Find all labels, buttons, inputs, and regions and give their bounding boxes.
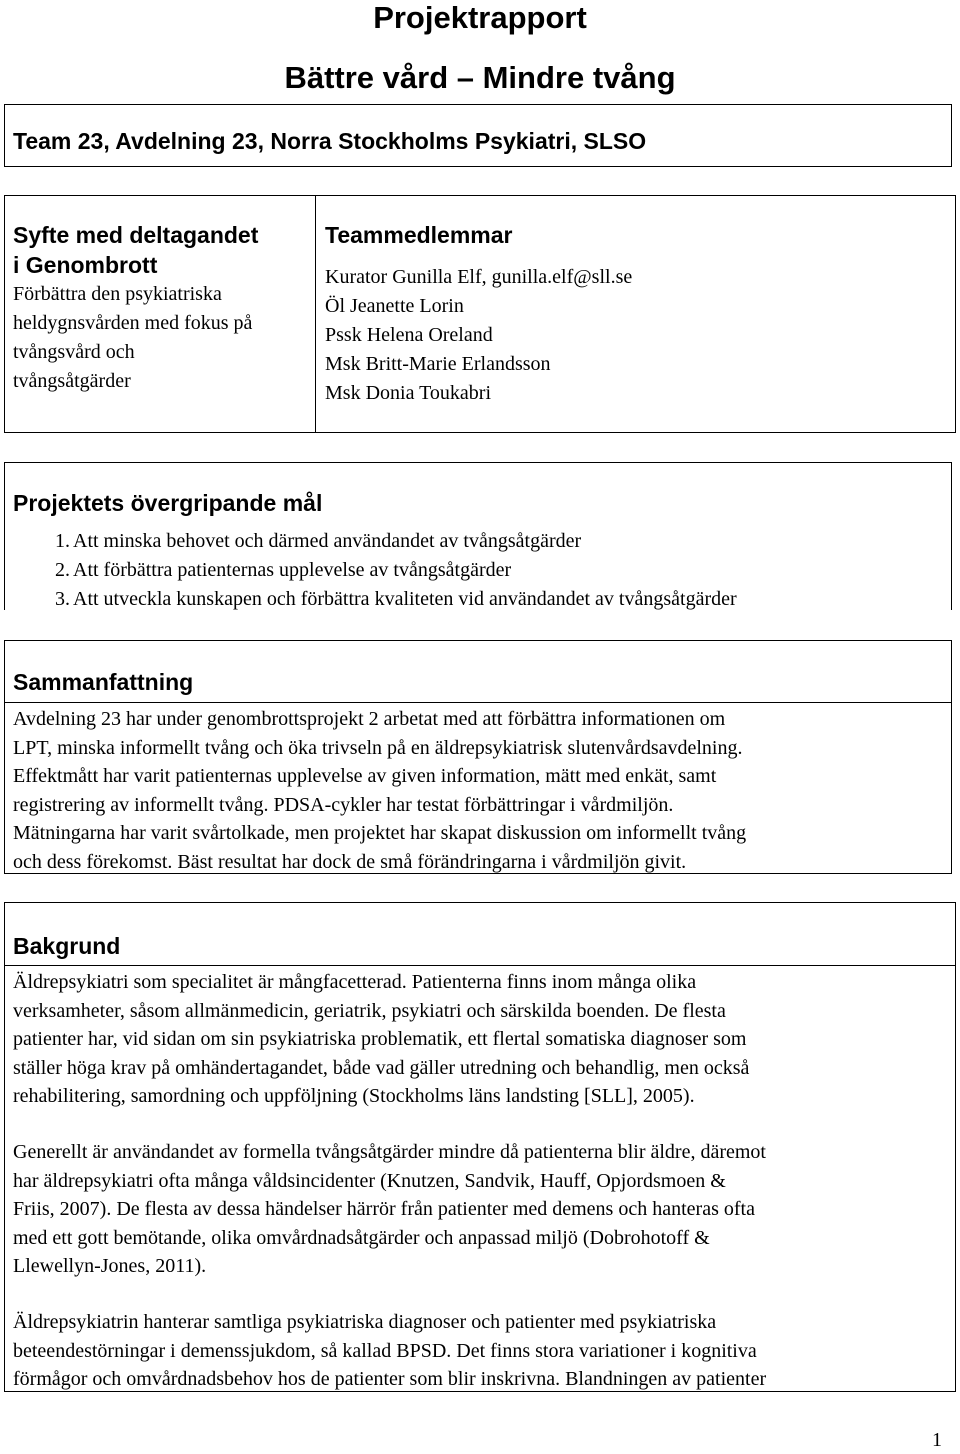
member-item: Msk Britt-Marie Erlandsson <box>325 353 551 375</box>
goals-list <box>15 527 737 614</box>
summary-line: Effektmått har varit patienternas upplevelse av given information, mätt med enkät, samt <box>13 765 717 787</box>
background-line: Friis, 2007). De flesta av dessa händelser härrör från patienter med demens och hanteras ofta <box>13 1198 755 1220</box>
goal-item <box>15 556 737 585</box>
goal-number: 1. <box>55 530 70 552</box>
background-line: rehabilitering, samordning och uppföljning (Stockholms läns landsting [SLL], 2005). <box>13 1085 695 1107</box>
purpose-heading-line-1: Syfte med deltagandet <box>13 222 259 248</box>
summary-line: Avdelning 23 har under genombrottsprojekt 2 arbetat med att förbättra informationen om <box>13 708 726 730</box>
purpose-cell <box>13 220 313 396</box>
background-line: Äldrepsykiatri som specialitet är mångfacetterad. Patienterna finns inom många olika <box>13 971 697 993</box>
member-item: Msk Donia Toukabri <box>325 382 491 404</box>
summary-box <box>4 640 952 874</box>
background-paragraph-1 <box>13 968 943 1111</box>
member-item: Pssk Helena Oreland <box>325 324 493 346</box>
purpose-members-table <box>4 195 956 433</box>
background-line: har äldrepsykiatri ofta många våldsincidenter (Knutzen, Sandvik, Hauff, Opjordsmoen & <box>13 1169 726 1192</box>
purpose-line: tvångsvård och <box>13 341 135 363</box>
summary-line: och dess förekomst. Bäst resultat har dock de små förändringarna i vårdmiljön givit. <box>13 850 687 873</box>
goals-heading: Projektets övergripande mål <box>13 490 323 516</box>
goal-text: Att förbättra patienternas upplevelse av tvångsåtgärder <box>73 559 512 581</box>
goal-item <box>15 585 737 614</box>
document-title: Projektrapport <box>373 0 587 35</box>
members-cell <box>325 220 945 408</box>
summary-heading: Sammanfattning <box>13 669 194 695</box>
goal-item <box>15 527 737 556</box>
summary-line: LPT, minska informellt tvång och öka trivseln på en äldrepsykiatrisk slutenvårdsavdelning. <box>13 736 743 759</box>
goals-box <box>4 462 952 610</box>
team-box <box>4 104 952 167</box>
members-list <box>325 263 945 408</box>
page-number: 1 <box>932 1429 942 1451</box>
background-line: Generellt är användandet av formella tvångsåtgärder mindre då patienterna blir äldre, däremot <box>13 1141 766 1163</box>
purpose-line: Förbättra den psykiatriska <box>13 283 222 305</box>
column-divider <box>315 196 316 432</box>
summary-line: Mätningarna har varit svårtolkade, men projektet har skapat diskussion om informellt tvång <box>13 822 747 844</box>
goal-text: Att utveckla kunskapen och förbättra kvaliteten vid användandet av tvångsåtgärder <box>73 588 737 610</box>
background-line: verksamheter, såsom allmänmedicin, geriatrik, psykiatri och särskilda boenden. De flesta <box>13 999 726 1022</box>
purpose-line: heldygnsvården med fokus på <box>13 312 253 334</box>
purpose-line: tvångsåtgärder <box>13 370 131 392</box>
goal-text: Att minska behovet och därmed användandet av tvångsåtgärder <box>73 530 582 552</box>
members-heading: Teammedlemmar <box>325 222 513 248</box>
background-line: patienter har, vid sidan om sin psykiatriska problematik, ett flertal somatiska diagnoser som <box>13 1028 747 1050</box>
summary-divider <box>5 702 951 703</box>
document-subtitle: Bättre vård – Mindre tvång <box>284 60 676 95</box>
goal-number: 3. <box>55 588 70 610</box>
member-item: Kurator Gunilla Elf, gunilla.elf@sll.se <box>325 266 633 288</box>
background-line: ställer höga krav på omhändertagandet, både vad gäller utredning och behandlig, men också <box>13 1056 750 1079</box>
background-divider <box>5 965 955 966</box>
background-line: med ett gott bemötande, olika omvårdnadsåtgärder och anpassad miljö (Dobrohotoff & <box>13 1226 710 1249</box>
goal-number: 2. <box>55 559 70 581</box>
purpose-text <box>13 280 313 396</box>
summary-text <box>13 705 943 876</box>
background-heading: Bakgrund <box>13 933 121 959</box>
team-name: Team 23, Avdelning 23, Norra Stockholms Psykiatri, SLSO <box>13 128 647 154</box>
background-box <box>4 902 956 1392</box>
background-line: Llewellyn-Jones, 2011). <box>13 1255 207 1277</box>
background-line: förmågor och omvårdnadsbehov hos de patienter som blir inskrivna. Blandningen av patienter <box>13 1368 767 1390</box>
background-paragraph-2 <box>13 1138 943 1281</box>
member-item: Öl Jeanette Lorin <box>325 295 464 317</box>
background-line: beteendestörningar i demenssjukdom, så kallad BPSD. Det finns stora variationer i kognitiva <box>13 1339 757 1362</box>
purpose-heading-line-2: i Genombrott <box>13 252 158 278</box>
background-line: Äldrepsykiatrin hanterar samtliga psykiatriska diagnoser och patienter med psykiatriska <box>13 1311 717 1333</box>
background-paragraph-3 <box>13 1308 943 1394</box>
summary-line: registrering av informellt tvång. PDSA-cykler har testat förbättringar i vårdmiljön. <box>13 793 674 816</box>
